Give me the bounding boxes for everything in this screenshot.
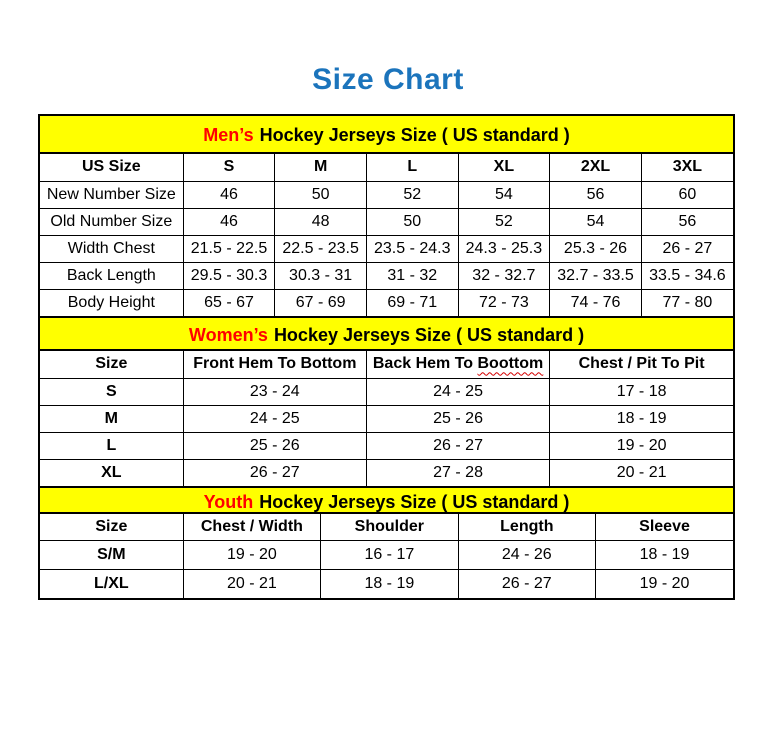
mens-section-banner [40, 116, 733, 154]
table-row [40, 378, 733, 405]
table-row [40, 459, 733, 486]
size-value: 25 - 26 [366, 405, 549, 432]
size-value: 19 - 20 [183, 540, 320, 569]
size-value: 25 - 26 [183, 432, 366, 459]
size-value: 30.3 - 31 [275, 262, 367, 289]
womens-header-row [40, 351, 733, 378]
size-value: 46 [183, 208, 275, 235]
size-value: 50 [275, 181, 367, 208]
womens-banner-text: Hockey Jerseys Size ( US standard ) [273, 325, 585, 345]
womens-banner-highlight: Women’s [188, 325, 268, 345]
row-label: M [40, 405, 183, 432]
size-chart [38, 114, 735, 600]
row-label: New Number Size [40, 181, 183, 208]
table-row [40, 289, 733, 316]
size-value: 74 - 76 [550, 289, 642, 316]
size-value: 65 - 67 [183, 289, 275, 316]
size-value: 20 - 21 [183, 569, 320, 598]
size-value: 18 - 19 [596, 540, 733, 569]
youth-banner-highlight: Youth [203, 492, 254, 512]
size-value: 69 - 71 [366, 289, 458, 316]
youth-header-row [40, 514, 733, 540]
size-value: 32 - 32.7 [458, 262, 550, 289]
page-title: Size Chart [312, 63, 464, 96]
youth-size-table [40, 514, 733, 598]
womens-size-table [40, 351, 733, 486]
table-row [40, 235, 733, 262]
table-row [40, 181, 733, 208]
size-value: 17 - 18 [550, 378, 733, 405]
size-value: 52 [366, 181, 458, 208]
column-header: 2XL [550, 154, 642, 181]
size-value: 19 - 20 [550, 432, 733, 459]
column-header: Size [40, 351, 183, 378]
size-value: 31 - 32 [366, 262, 458, 289]
table-row [40, 569, 733, 598]
size-value: 25.3 - 26 [550, 235, 642, 262]
row-label: L [40, 432, 183, 459]
size-value: 22.5 - 23.5 [275, 235, 367, 262]
misspelled-word: Boottom [477, 355, 544, 373]
size-value: 32.7 - 33.5 [550, 262, 642, 289]
mens-header-row [40, 154, 733, 181]
column-header: Length [458, 514, 595, 540]
size-value: 23 - 24 [183, 378, 366, 405]
size-value: 18 - 19 [550, 405, 733, 432]
size-value: 16 - 17 [321, 540, 458, 569]
size-value: 24 - 25 [183, 405, 366, 432]
row-label: XL [40, 459, 183, 486]
column-header: M [275, 154, 367, 181]
size-value: 56 [641, 208, 733, 235]
size-value: 24 - 25 [366, 378, 549, 405]
column-header: Sleeve [596, 514, 733, 540]
table-row [40, 540, 733, 569]
row-label: Back Length [40, 262, 183, 289]
column-header: S [183, 154, 275, 181]
page [0, 62, 776, 600]
size-value: 18 - 19 [321, 569, 458, 598]
column-header: Size [40, 514, 183, 540]
row-label: L/XL [40, 569, 183, 598]
column-header: XL [458, 154, 550, 181]
size-value: 48 [275, 208, 367, 235]
size-value: 26 - 27 [183, 459, 366, 486]
size-value: 24 - 26 [458, 540, 595, 569]
size-value: 23.5 - 24.3 [366, 235, 458, 262]
size-value: 19 - 20 [596, 569, 733, 598]
size-value: 24.3 - 25.3 [458, 235, 550, 262]
column-header: Front Hem To Bottom [183, 351, 366, 378]
size-value: 29.5 - 30.3 [183, 262, 275, 289]
row-label: S [40, 378, 183, 405]
size-value: 77 - 80 [641, 289, 733, 316]
column-header: Shoulder [321, 514, 458, 540]
column-header [366, 351, 549, 378]
table-row [40, 405, 733, 432]
column-header: L [366, 154, 458, 181]
row-label: S/M [40, 540, 183, 569]
table-row [40, 208, 733, 235]
table-row [40, 432, 733, 459]
column-header: Chest / Pit To Pit [550, 351, 733, 378]
size-value: 54 [458, 181, 550, 208]
size-value: 60 [641, 181, 733, 208]
youth-section-banner [40, 486, 733, 514]
column-header: Chest / Width [183, 514, 320, 540]
size-value: 50 [366, 208, 458, 235]
womens-section-banner [40, 316, 733, 351]
table-row [40, 262, 733, 289]
size-value: 33.5 - 34.6 [641, 262, 733, 289]
row-label: Old Number Size [40, 208, 183, 235]
column-header-text: Back Hem To [372, 355, 478, 373]
mens-banner-text: Hockey Jerseys Size ( US standard ) [259, 125, 570, 145]
size-value: 46 [183, 181, 275, 208]
size-value: 67 - 69 [275, 289, 367, 316]
size-value: 21.5 - 22.5 [183, 235, 275, 262]
size-value: 26 - 27 [366, 432, 549, 459]
row-label: Body Height [40, 289, 183, 316]
mens-size-table [40, 154, 733, 316]
youth-banner-text: Hockey Jerseys Size ( US standard ) [259, 492, 570, 512]
size-value: 56 [550, 181, 642, 208]
size-value: 20 - 21 [550, 459, 733, 486]
size-value: 72 - 73 [458, 289, 550, 316]
size-value: 52 [458, 208, 550, 235]
column-header: US Size [40, 154, 183, 181]
size-value: 26 - 27 [458, 569, 595, 598]
size-value: 26 - 27 [641, 235, 733, 262]
mens-banner-highlight: Men’s [203, 125, 254, 145]
size-value: 54 [550, 208, 642, 235]
size-value: 27 - 28 [366, 459, 549, 486]
row-label: Width Chest [40, 235, 183, 262]
column-header: 3XL [641, 154, 733, 181]
